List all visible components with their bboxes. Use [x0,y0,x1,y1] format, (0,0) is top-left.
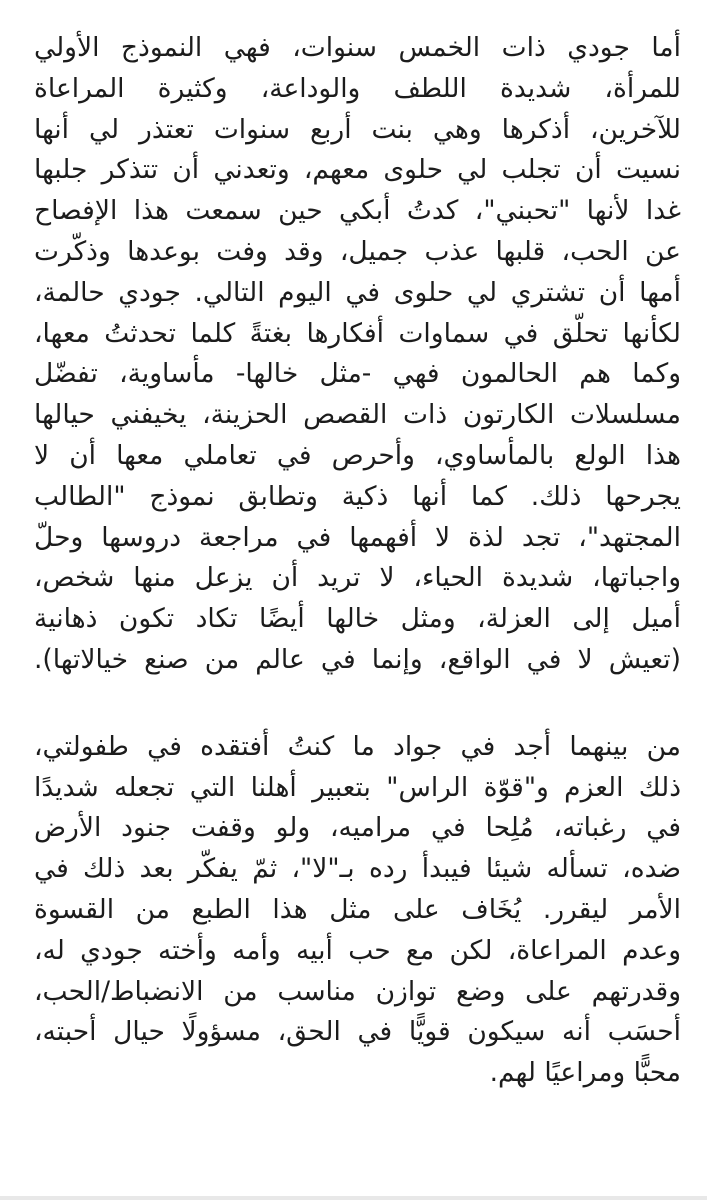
text-line: عن الحب، قلبها عذب جميل، وقد وفت بوعدها وذكّرت [34,235,681,267]
text-line: (تعيش لا في الواقع، وإنما في عالم من صنع خيالاتها). [34,643,681,675]
text-line: أحسَب أنه سيكون قويًّا في الحق، مسؤولًا حيال أحبته، [34,1016,681,1048]
text-line: واجباتها، شديدة الحياء، لا تريد أن يزعل منها شخص، [34,562,681,594]
text-line: غدا لأنها "تحبني"، كدتُ أبكي حين سمعت هذا الإفصاح [34,195,681,227]
text-line: مسلسلات الكارتون ذات القصص الحزينة، يخيفني حيالها [34,399,681,431]
text-line: أما جودي ذات الخمس سنوات، فهي النموذج الأولي [34,32,681,63]
paragraph-jodi [34,28,681,681]
text-line: للآخرين، أذكرها وهي بنت أربع سنوات تعتذر لي أنها [34,113,681,145]
text-line: الأمر ليقرر. يُخَاف على مثل هذا الطبع من القسوة [34,893,681,925]
text-line: ضده، تسأله شيئا فيبدأ رده بـ"لا"، ثمّ يفكّر بعد ذلك في [34,853,681,885]
text-line: المجتهد"، تجد لذة لا أفهمها في مراجعة دروسها وحلّ [34,521,681,553]
text-line: أمها أن تشتري لي حلوى في اليوم التالي. جودي حالمة، [34,276,681,308]
text-line: للمرأة، شديدة اللطف والوداعة، وكثيرة المراعاة [34,72,681,104]
text-line: هذا الولع بالمأساوي، وأحرص في تعاملي معها أن لا [34,439,681,471]
bottom-divider [0,1196,707,1200]
text-line: يجرحها ذلك. كما أنها ذكية وتطابق نموذج "الطالب [34,480,681,512]
text-line: في رغباته، مُلِحا في مراميه، ولو وقفت جنود الأرض [34,812,681,844]
text-line: نسيت أن تجلب لي حلوى معهم، وتعدني أن تتذكر جلبها [34,154,681,186]
text-line: محبًّا ومراعيًا لهم. [489,1057,681,1089]
text-line: وقدرتهم على وضع توازن مناسب من الانضباط/الحب، [34,975,681,1007]
paragraph-jawad [34,727,681,1094]
text-line: وعدم المراعاة، لكن مع حب أبيه وأمه وأخته جودي له، [34,934,681,966]
text-line: لكأنها تحلّق في سماوات أفكارها بغتةً كلما تحدثتُ معها، [34,317,681,349]
text-line: وكما هم الحالمون فهي -مثل خالها- مأساوية، تفضّل [34,358,681,390]
text-line: ذلك العزم و"قوّة الراس" بتعبير أهلنا التي تجعله شديدًا [34,771,681,803]
text-line: من بينهما أجد في جواد ما كنتُ أفتقده في طفولتي، [34,730,681,762]
text-line: أميل إلى العزلة، ومثل خالها أيضًا تكاد تكون ذهانية [34,603,681,635]
